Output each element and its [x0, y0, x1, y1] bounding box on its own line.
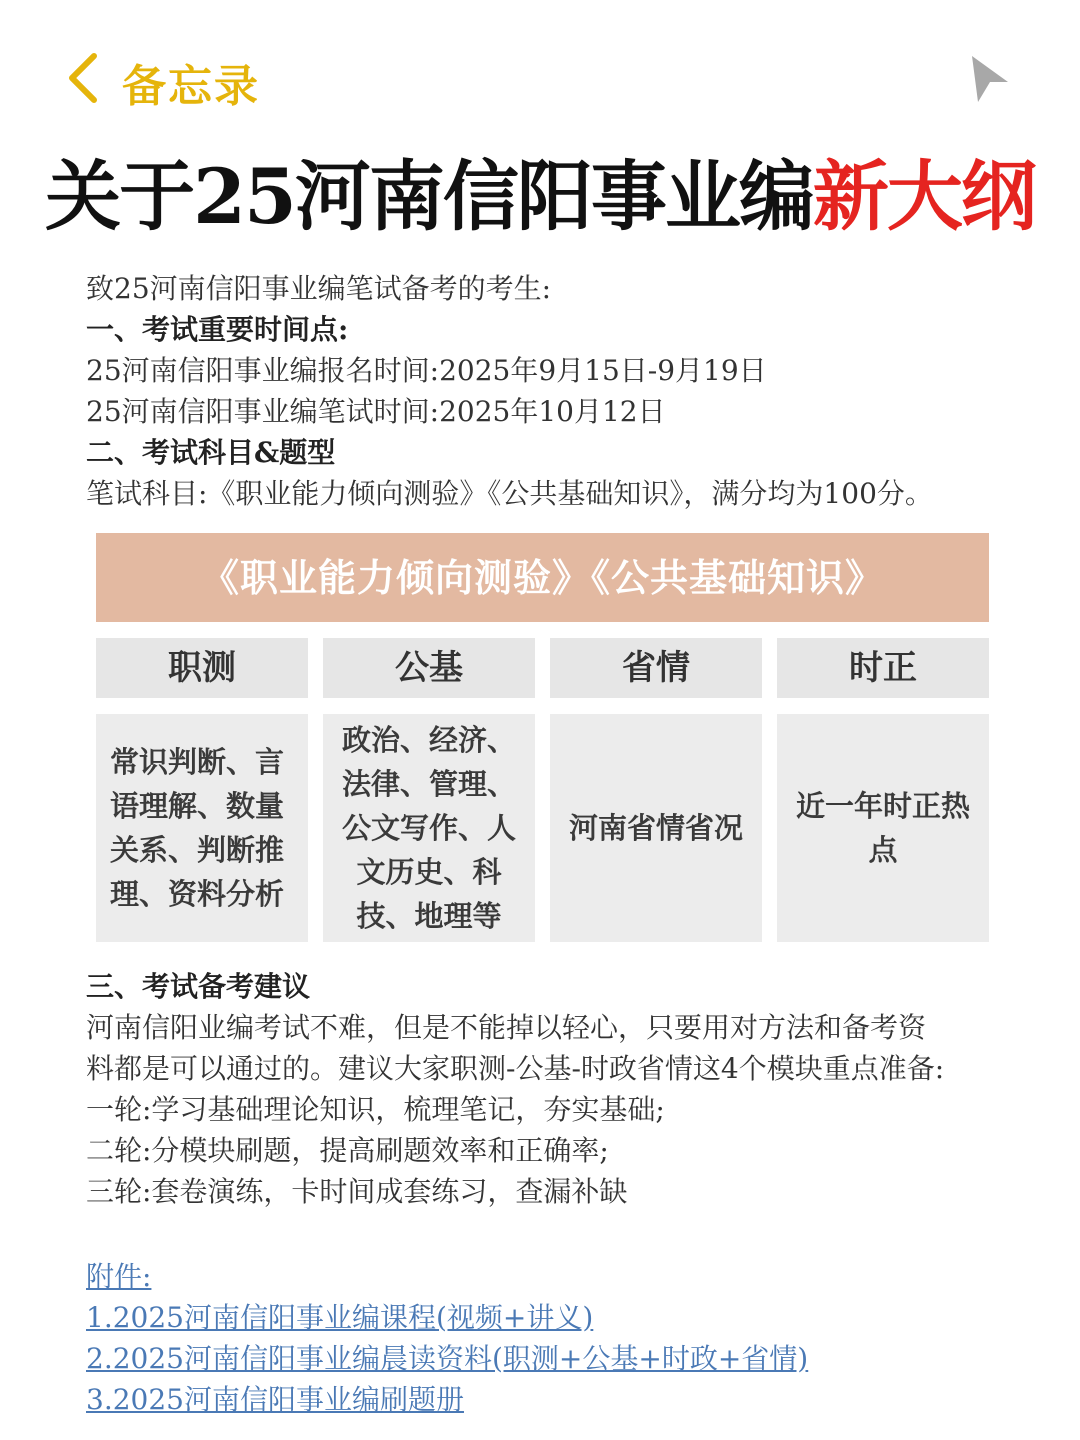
advice-paragraph-line: 河南信阳业编考试不难，但是不能掉以轻心，只要用对方法和备考资	[86, 1011, 927, 1044]
intro-section	[86, 268, 996, 514]
section3-title: 三、考试备考建议	[86, 970, 311, 1003]
attachments-label[interactable]: 附件:	[86, 1260, 152, 1293]
page-headline	[0, 152, 1080, 242]
section1-title: 一、考试重要时间点:	[86, 313, 349, 346]
round3-text: 三轮:套卷演练，卡时间成套练习，查漏补缺	[86, 1175, 628, 1208]
table-cell-text: 常识判断、言语理解、数量关系、判断推理、资料分析	[110, 745, 285, 911]
table-header-cell: 省情	[550, 638, 762, 698]
table-cell	[323, 714, 535, 942]
table-header-cell: 职测	[96, 638, 308, 698]
attachments-section	[86, 1256, 1006, 1420]
top-nav-bar	[0, 0, 1080, 150]
table-cell-text: 政治、经济、法律、管理、公文写作、人文历史、科技、地理等	[341, 723, 516, 933]
table-cell	[550, 714, 762, 942]
attachment-link[interactable]: 1.2025河南信阳事业编课程(视频+讲义)	[86, 1301, 594, 1334]
table-header-row	[96, 638, 989, 698]
round2-text: 二轮:分模块刷题，提高刷题效率和正确率;	[86, 1134, 609, 1167]
section2-title: 二、考试科目&题型	[86, 436, 336, 469]
table-header-cell: 公基	[323, 638, 535, 698]
signup-time-text: 25河南信阳事业编报名时间:2025年9月15日-9月19日	[86, 354, 767, 387]
headline-main: 关于25河南信阳事业编	[45, 152, 813, 241]
table-banner: 《职业能力倾向测验》《公共基础知识》	[96, 533, 989, 622]
table-cell-text: 近一年时正热点	[795, 789, 970, 867]
cursor-arrow-icon[interactable]	[968, 54, 1012, 104]
table-cell-text: 河南省情省况	[568, 811, 743, 845]
table-cell	[96, 714, 308, 942]
table-header-cell: 时正	[777, 638, 989, 698]
exam-time-text: 25河南信阳事业编笔试时间:2025年10月12日	[86, 395, 666, 428]
subjects-text: 笔试科目:《职业能力倾向测验》《公共基础知识》，满分均为100分。	[86, 477, 933, 510]
round1-text: 一轮:学习基础理论知识，梳理笔记，夯实基础;	[86, 1093, 665, 1126]
nav-title[interactable]: 备忘录	[122, 61, 260, 112]
table-cell	[777, 714, 989, 942]
headline-highlight: 新大纲	[812, 152, 1035, 241]
subject-table	[96, 533, 989, 942]
table-body-row	[96, 714, 989, 942]
chevron-left-icon[interactable]	[64, 52, 104, 104]
advice-section	[86, 966, 1006, 1212]
advice-paragraph-line: 料都是可以通过的。建议大家职测-公基-时政省情这4个模块重点准备:	[86, 1052, 945, 1085]
greeting-text: 致25河南信阳事业编笔试备考的考生:	[86, 272, 552, 305]
attachment-link[interactable]: 3.2025河南信阳事业编刷题册	[86, 1383, 464, 1416]
attachment-link[interactable]: 2.2025河南信阳事业编晨读资料(职测+公基+时政+省情)	[86, 1342, 809, 1375]
